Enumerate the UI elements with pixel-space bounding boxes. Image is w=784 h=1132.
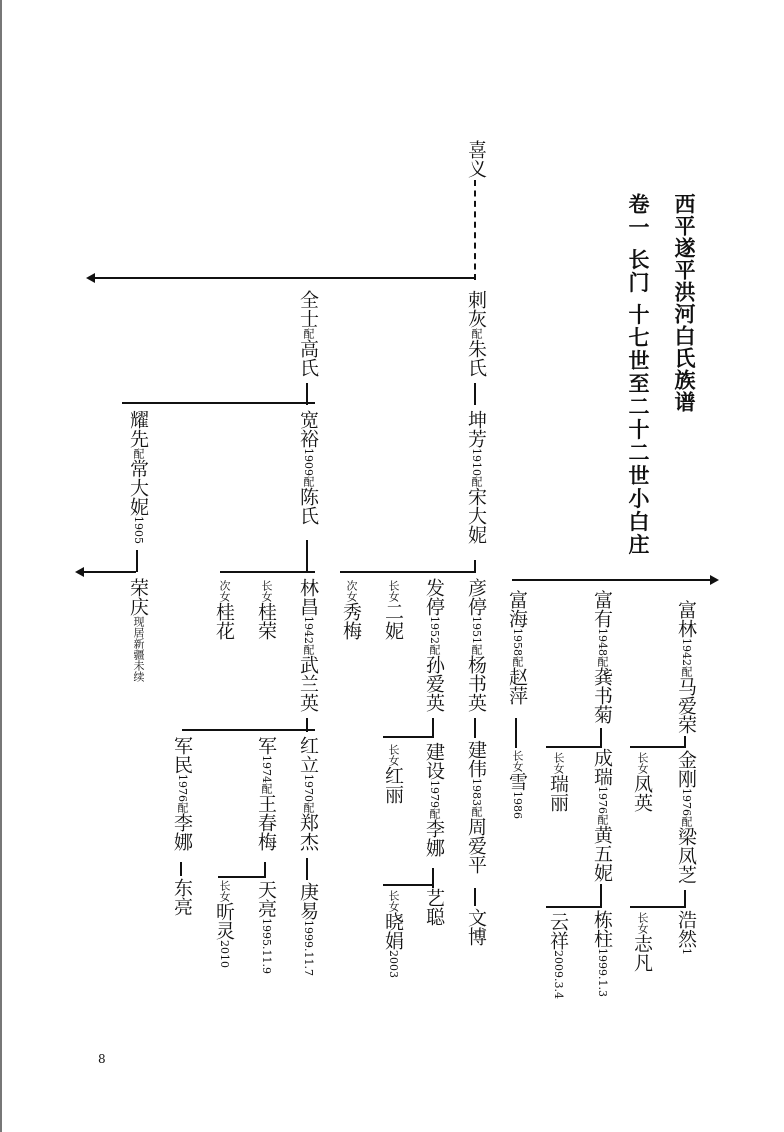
descent-line — [306, 858, 308, 880]
person-hongli2: 长女红丽 — [382, 744, 404, 804]
arrow-right-icon — [710, 575, 719, 585]
page-edge — [0, 0, 2, 1132]
person-erni: 长女二妮 — [382, 580, 404, 640]
dashed-generation-line — [474, 180, 476, 280]
person-xiyi: 喜义 — [465, 140, 487, 178]
person-kunfang: 坤芳1910配宋大妮 — [465, 410, 487, 544]
person-rongqing: 荣庆现居新疆未续 — [127, 578, 149, 682]
person-xiaojuan: 长女晓娟2003 — [382, 890, 404, 978]
person-fating: 发停1952配孙爱英 — [423, 578, 445, 712]
person-guirong: 长女桂荣 — [255, 580, 277, 640]
person-jianwei: 建伟1983配周爱平 — [465, 740, 487, 874]
branch-line — [340, 571, 476, 573]
person-yaoxian: 耀先配常大妮1905 — [127, 410, 149, 544]
person-xinling: 长女昕灵2010 — [213, 880, 235, 968]
person-junmin: 军民1976配李娜 — [171, 736, 193, 851]
descent-line — [600, 884, 602, 908]
person-fuhai: 富海1958配赵萍 — [506, 590, 528, 705]
descent-line — [180, 862, 182, 876]
branch-line — [218, 876, 266, 878]
person-yanting: 彦停1951配杨书英 — [465, 578, 487, 712]
person-zhifan: 长女志凡 — [631, 912, 653, 972]
person-jun: 军1974配王春梅 — [255, 736, 277, 851]
person-gengyi: 庚易1999.11.7 — [297, 882, 319, 976]
person-xiumei: 次女秀梅 — [340, 580, 362, 640]
branch-line — [546, 906, 602, 908]
person-xue: 长女雪1986 — [506, 750, 528, 819]
page-number: 8 — [98, 1052, 106, 1066]
person-tianliang: 天亮1995.11.9 — [255, 880, 277, 974]
descent-line — [474, 718, 476, 738]
descent-line — [306, 540, 308, 572]
branch-line — [383, 736, 433, 738]
branch-line-left — [95, 277, 475, 279]
person-linchang: 林昌1942配武兰英 — [297, 578, 319, 712]
person-cihui: 刺灰配朱氏 — [465, 290, 487, 377]
branch-line — [182, 729, 315, 731]
descent-line — [432, 718, 434, 738]
branch-line — [630, 746, 686, 748]
person-ruili: 长女瑞丽 — [547, 752, 569, 812]
person-chengrui: 成瑞1976配黄五妮 — [591, 748, 613, 882]
person-fuyou: 富有1948配龚书菊 — [591, 590, 613, 724]
person-haoran: 浩然1 — [675, 910, 697, 955]
arrow-left-icon — [75, 567, 84, 577]
person-dongliang: 东亮 — [171, 878, 193, 916]
branch-line — [220, 571, 315, 573]
person-fulin: 富林1942配马爱荣 — [675, 600, 697, 734]
person-fengying: 长女凤英 — [631, 752, 653, 812]
descent-line — [515, 718, 517, 748]
descent-line — [136, 550, 138, 572]
branch-line — [122, 402, 315, 404]
branch-line-left — [84, 571, 136, 573]
descent-line — [474, 383, 476, 405]
person-yicong: 艺聪 — [423, 888, 445, 926]
page-subtitle: 卷一 长门 十七世至二十二世小白庄 — [626, 193, 650, 557]
branch-line — [383, 884, 433, 886]
person-guihua: 次女桂花 — [213, 580, 235, 640]
branch-line — [630, 906, 686, 908]
person-dongzhu: 栋柱1999.1.3 — [591, 910, 613, 997]
person-quanshi: 全士配高氏 — [297, 290, 319, 377]
person-kuanyu: 宽裕1909配陈氏 — [297, 410, 319, 525]
branch-line-right — [512, 579, 710, 581]
person-jianshe: 建设1979配李娜 — [423, 742, 445, 857]
page-title: 西平遂平洪河白氏族谱 — [672, 193, 696, 413]
person-wenbo: 文博 — [465, 908, 487, 946]
person-hongli: 红立1970配郑杰 — [297, 736, 319, 851]
descent-line — [600, 728, 602, 748]
person-yunxiang: 云祥2009.3.4 — [547, 912, 569, 999]
person-jingang: 金刚1976配梁凤芝 — [675, 750, 697, 884]
arrow-left-icon — [86, 273, 95, 283]
descent-line — [474, 888, 476, 906]
